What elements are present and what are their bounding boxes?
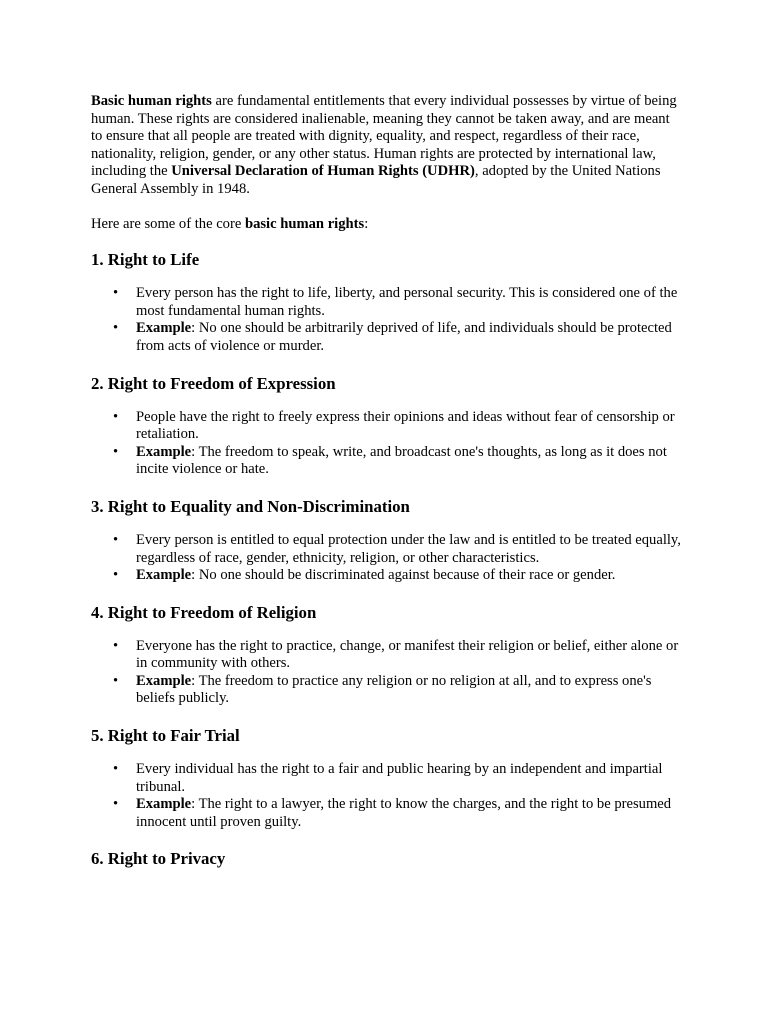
bullet-icon: • (113, 285, 119, 302)
intro-text-2: , adopted by the United Nations General Assembly in 1948. (91, 163, 661, 197)
bullet-text: People have the right to freely express their opinions and ideas without fear of censorship or retaliation. (136, 408, 675, 443)
section-heading-right-to-life: 1. Right to Life (91, 250, 200, 270)
example-label: Example (136, 567, 192, 584)
example-text: : The freedom to practice any religion or no religion at all, and to express one's beliefs publicly. (136, 672, 652, 707)
example-text: : The freedom to speak, write, and broadcast one's thoughts, as long as it does not incite violence or hate. (136, 443, 667, 478)
example-label: Example (136, 796, 192, 813)
list-item (113, 320, 681, 355)
bullet-text: Every person has the right to life, liberty, and personal security. This is considered one of the most fundamental human rights. (136, 285, 678, 319)
bullet-text: Every person is entitled to equal protection under the law and is entitled to be treated equally, regardless of race, gender, ethnicity, religion, or other characteristics. (136, 531, 681, 566)
list-item (113, 285, 681, 320)
section-list-equality (91, 532, 681, 585)
list-item (113, 408, 681, 444)
list-item (113, 567, 681, 585)
example-text: : No one should be discriminated against because of their race or gender. (191, 567, 616, 584)
section-heading-privacy: 6. Right to Privacy (91, 849, 226, 869)
core-bold: basic human rights (244, 215, 365, 232)
core-colon: : (364, 215, 369, 232)
section-list-freedom-of-religion (91, 638, 681, 708)
bullet-icon: • (113, 531, 119, 548)
list-item (113, 672, 681, 708)
list-item (113, 637, 681, 673)
intro-text-1: are fundamental entitlements that every individual possesses by virtue of being human. These rights are considered inalienable, meaning they cannot be taken away, and are meant to ensure that all people are treated with dignity, equality, and respect, regardless of their race, nationality, religion, gender, or any other status. Human rights are protected by international law, including the (91, 93, 677, 180)
example-text: : The right to a lawyer, the right to know the charges, and the right to be presumed innocent until proven guilty. (136, 796, 672, 830)
udhr-bold: Universal Declaration of Human Rights (UDHR) (171, 163, 475, 180)
bullet-text: Every individual has the right to a fair and public hearing by an independent and impartial tribunal. (136, 761, 663, 795)
section-heading-freedom-of-expression: 2. Right to Freedom of Expression (91, 373, 336, 393)
core-text: Here are some of the core (91, 215, 245, 232)
section-heading-equality: 3. Right to Equality and Non-Discrimination (91, 496, 410, 516)
bullet-icon: • (113, 672, 119, 689)
document-page (91, 93, 681, 884)
list-item (113, 531, 681, 567)
example-label: Example (136, 320, 192, 337)
intro-lead-bold: Basic human rights (91, 93, 212, 109)
section-list-freedom-of-expression (91, 409, 681, 479)
section-list-right-to-life (91, 285, 681, 355)
bullet-icon: • (113, 443, 119, 460)
list-item (113, 443, 681, 479)
example-label: Example (136, 672, 192, 689)
list-item (113, 796, 681, 831)
bullet-icon: • (113, 796, 119, 813)
bullet-text: Everyone has the right to practice, change, or manifest their religion or belief, either alone or in community with others. (136, 637, 679, 672)
bullet-icon: • (113, 567, 119, 584)
section-list-fair-trial (91, 761, 681, 831)
example-text: : No one should be arbitrarily deprived of life, and individuals should be protected from acts of violence or murder. (136, 320, 672, 354)
core-rights-lead (91, 216, 681, 234)
intro-paragraph (91, 93, 681, 199)
bullet-icon: • (113, 408, 119, 425)
example-label: Example (136, 443, 192, 460)
bullet-icon: • (113, 761, 119, 778)
bullet-icon: • (113, 637, 119, 654)
list-item (113, 761, 681, 796)
section-heading-fair-trial: 5. Right to Fair Trial (91, 726, 240, 746)
section-heading-freedom-of-religion: 4. Right to Freedom of Religion (91, 602, 317, 622)
bullet-icon: • (113, 320, 119, 337)
